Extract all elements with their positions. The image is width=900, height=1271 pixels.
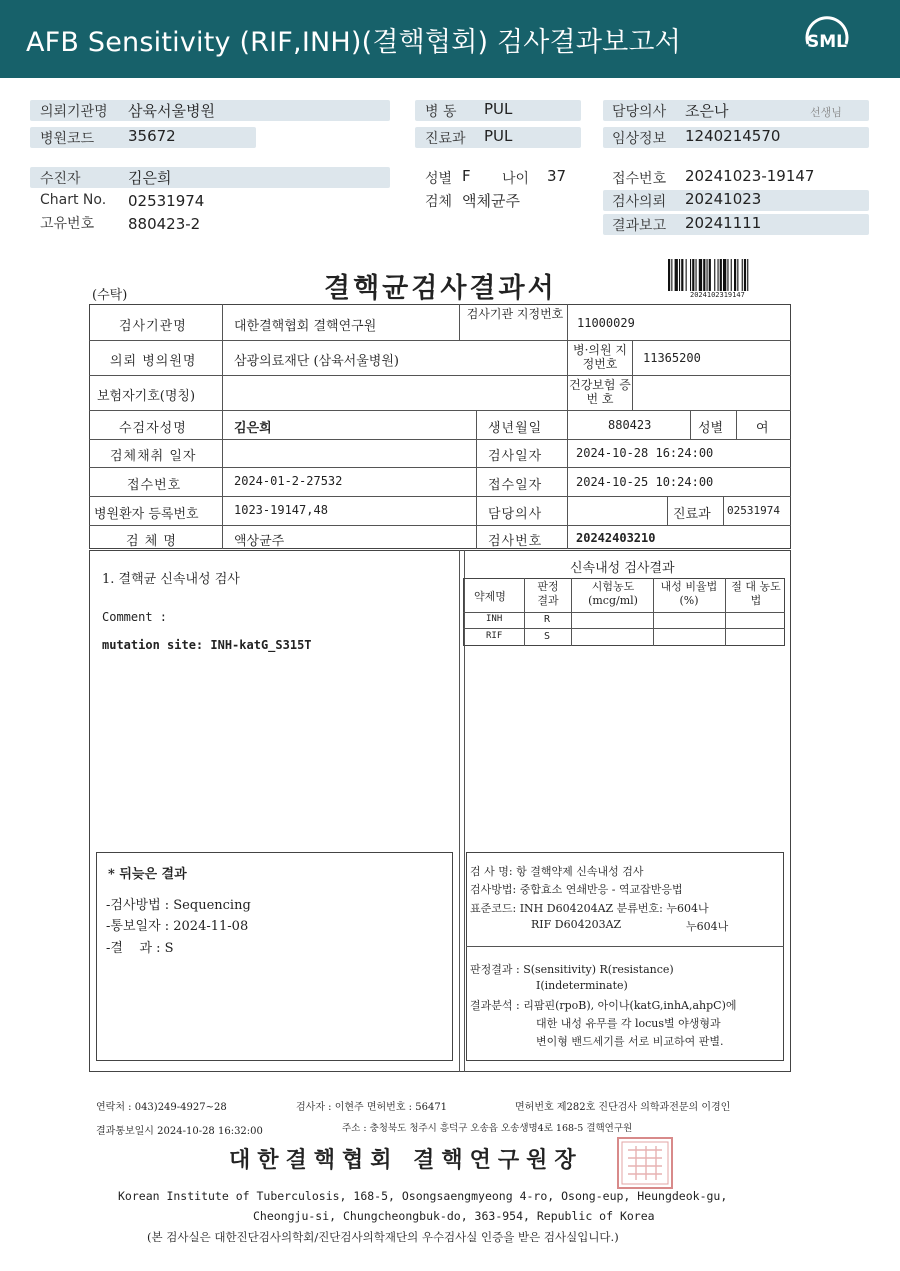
page-title: AFB Sensitivity (RIF,INH)(결핵협회) 검사결과보고서 xyxy=(26,27,681,58)
barcode-bar xyxy=(714,259,715,291)
specimen-table-label: 검 체 명 xyxy=(126,534,177,549)
birth-value: 880423 xyxy=(608,418,652,432)
hosp-no-value: 11365200 xyxy=(643,351,701,365)
chart-no-label: Chart No. xyxy=(40,192,107,208)
ward-value: PUL xyxy=(484,100,513,118)
footer-address: 주소 : 충청북도 청주시 흥덕구 오송읍 오송생명4로 168-5 결핵연구원 xyxy=(342,1123,633,1134)
method-line-2: 검사방법: 중합효소 연쇄반응 - 역교잡반응법 xyxy=(470,883,683,896)
barcode-bar xyxy=(699,259,702,291)
barcode-bar xyxy=(709,259,711,291)
barcode-text: 2024102319147 xyxy=(690,291,745,299)
barcode-bar xyxy=(727,259,728,291)
req-hosp-value: 삼광의료재단 (삼육서울병원) xyxy=(234,354,399,369)
barcode-icon xyxy=(668,259,776,291)
barcode-bar xyxy=(690,259,691,291)
accept-no-value: 2024-01-2-27532 xyxy=(234,474,343,488)
lab-no-value: 11000029 xyxy=(577,316,635,330)
patient-row xyxy=(30,167,390,188)
footer-eng-2: Cheongju-si, Chungcheongbuk-do, 363-954, Republic of Korea xyxy=(253,1209,655,1223)
barcode-bar xyxy=(742,259,743,291)
accept-no-label: 접수번호 xyxy=(127,478,182,493)
hosp-no-label: 병·의원 지정번호 xyxy=(573,343,627,371)
health-no-label: 건강보험 증 번 호 xyxy=(569,378,631,406)
sens-header-ratio: 내성 비율법(%) xyxy=(660,580,718,607)
barcode-bar xyxy=(671,259,672,291)
dept-label: 진료과 xyxy=(425,131,466,147)
sex-table-value: 여 xyxy=(756,421,769,436)
birth-label: 생년월일 xyxy=(488,421,543,436)
doctor-value: 조은나 xyxy=(685,102,729,120)
late-notify: -통보일자 : 2024-11-08 xyxy=(106,919,249,934)
logo-text: SML xyxy=(807,32,847,52)
clinical-label: 임상정보 xyxy=(612,131,667,147)
barcode-bar xyxy=(703,259,705,291)
barcode-bar xyxy=(707,259,708,291)
method-line-3: 표준코드: INH D604204AZ 분류번호: 누604나 xyxy=(470,902,709,915)
collect-label: 검체채취 일자 xyxy=(110,449,197,464)
name-value: 김은희 xyxy=(234,421,272,436)
sens-row-rif-drug: RIF xyxy=(486,631,503,641)
footer-contact: 연락처 : 043)249-4927~28 xyxy=(96,1102,227,1113)
barcode-bar xyxy=(718,259,719,291)
receipt-label: 접수번호 xyxy=(612,171,667,187)
sens-row-inh-drug: INH xyxy=(486,614,503,624)
sens-header-drug: 약제명 xyxy=(474,590,506,603)
report-title: 결핵균검사결과서 xyxy=(324,273,557,304)
mutation-text: mutation site: INH-katG_S315T xyxy=(102,638,312,652)
specimen-label: 검체 xyxy=(425,194,453,210)
reg-no-label: 병원환자 등록번호 xyxy=(94,507,199,522)
institution-value: 삼육서울병원 xyxy=(128,102,215,120)
method-line-4: RIF D604203AZ xyxy=(531,918,622,931)
judge-line-4: 대한 내성 유무를 각 locus별 야생형과 xyxy=(536,1017,721,1030)
judge-line-3: 결과분석 : 리팜핀(rpoB), 아이나(katG,inhA,ahpC)에 xyxy=(470,999,737,1012)
lab-name-label: 검사기관명 xyxy=(119,319,187,334)
report-value: 20241111 xyxy=(685,214,762,232)
sens-row-rif-result: S xyxy=(544,631,551,642)
barcode-bar xyxy=(675,259,678,291)
test-date-value: 2024-10-28 16:24:00 xyxy=(576,446,714,460)
sens-row-inh-result: R xyxy=(544,614,551,625)
test-no-value: 20242403210 xyxy=(576,531,656,545)
name-label: 수검자성명 xyxy=(119,421,187,436)
sens-header-result: 판정 결과 xyxy=(537,580,559,607)
sens-header-abs: 절 대 농도법 xyxy=(731,580,781,607)
barcode-bar xyxy=(737,259,738,291)
barcode-bar xyxy=(747,259,748,291)
hospital-code-label: 병원코드 xyxy=(40,131,95,147)
barcode-bar xyxy=(723,259,726,291)
institution-label: 의뢰기관명 xyxy=(40,104,108,120)
footer-org: 대한결핵협회 결핵연구원장 xyxy=(229,1147,583,1173)
ward-label: 병 동 xyxy=(425,104,457,120)
sex-table-label: 성별 xyxy=(698,421,724,436)
comment-text: Comment : xyxy=(102,610,168,624)
specimen-value: 액체균주 xyxy=(462,192,520,210)
method-line-4b: 누604나 xyxy=(686,920,729,933)
report-label: 결과보고 xyxy=(612,218,667,234)
footer-eng-1: Korean Institute of Tuberculosis, 168-5, Osongsaengmyeong 4-ro, Osong-eup, Heungdeok-gu, xyxy=(118,1189,728,1203)
barcode-bar xyxy=(668,259,670,291)
barcode-bar xyxy=(686,259,687,291)
sens-title: 신속내성 검사결과 xyxy=(570,561,675,576)
request-label: 검사의뢰 xyxy=(612,194,667,210)
sex-value: F xyxy=(462,167,471,185)
footer-tester: 검사자 : 이현주 면허번호 : 56471 xyxy=(296,1102,448,1113)
receipt-value: 20241023-19147 xyxy=(685,167,815,185)
req-hosp-label: 의뢰 병의원명 xyxy=(110,354,197,369)
barcode-bar xyxy=(692,259,694,291)
barcode-bar xyxy=(720,259,722,291)
header-bar xyxy=(0,0,900,78)
accept-date-value: 2024-10-25 10:24:00 xyxy=(576,475,714,489)
clinic-label: 진료과 xyxy=(673,507,711,522)
doctor-suffix: 선생님 xyxy=(810,106,842,119)
footer-license: 면허번호 제282호 진단검사 의학과전문의 이경인 xyxy=(515,1102,731,1113)
physician-label: 담당의사 xyxy=(488,507,543,522)
unique-no-label: 고유번호 xyxy=(40,216,95,232)
late-method: -검사방법 : Sequencing xyxy=(106,898,251,913)
lab-no-label: 검사기관 지정번호 xyxy=(466,307,564,321)
specimen-table-value: 액상균주 xyxy=(234,534,285,549)
footer-cert: (본 검사실은 대한진단검사의학회/진단검사의학재단의 우수검사실 인증을 받은 검사실입니다.) xyxy=(147,1230,619,1244)
sml-logo xyxy=(800,14,854,64)
test-no-label: 검사번호 xyxy=(488,534,543,549)
report-sub-label: (수탁) xyxy=(92,288,128,303)
dept-value: PUL xyxy=(484,127,513,145)
barcode-bar xyxy=(731,259,732,291)
judge-line-5: 변이형 밴드세기를 서로 비교하여 판별. xyxy=(536,1035,724,1048)
clinic-value: 02531974 xyxy=(727,504,780,517)
barcode-bar xyxy=(681,259,683,291)
hospital-code-value: 35672 xyxy=(128,127,176,145)
lab-name-value: 대한결핵협회 결핵연구원 xyxy=(234,319,377,334)
request-value: 20241023 xyxy=(685,190,762,208)
item1-text: 1. 결핵균 신속내성 검사 xyxy=(102,572,240,587)
method-line-1: 검 사 명: 항 결핵약제 신속내성 검사 xyxy=(470,865,644,878)
late-title: * 뒤늦은 결과 xyxy=(108,867,187,882)
barcode-bar xyxy=(679,259,680,291)
clinical-value: 1240214570 xyxy=(685,127,781,145)
age-label: 나이 xyxy=(502,171,530,187)
sex-label: 성별 xyxy=(425,171,453,187)
chart-no-value: 02531974 xyxy=(128,192,205,210)
judge-line-1: 판정결과 : S(sensitivity) R(resistance) xyxy=(470,963,674,976)
barcode-bar xyxy=(696,259,697,291)
reg-no-value: 1023-19147,48 xyxy=(234,503,328,517)
late-result-box xyxy=(96,852,453,1061)
doctor-label: 담당의사 xyxy=(612,104,667,120)
patient-value: 김은희 xyxy=(128,169,172,187)
insurer-label: 보험자기호(명칭) xyxy=(97,389,196,404)
barcode-bar xyxy=(734,259,736,291)
barcode-bar xyxy=(744,259,746,291)
late-result: -결 과 : S xyxy=(106,941,174,956)
official-seal-icon xyxy=(616,1136,674,1190)
test-date-label: 검사일자 xyxy=(488,449,543,464)
judge-line-2: I(indeterminate) xyxy=(536,979,628,992)
footer-notify-date: 결과통보일시 2024-10-28 16:32:00 xyxy=(96,1126,263,1137)
sens-header-conc: 시험농도 (mcg/ml) xyxy=(588,580,638,607)
age-value: 37 xyxy=(547,167,567,185)
accept-date-label: 접수일자 xyxy=(488,478,543,493)
patient-label: 수진자 xyxy=(40,171,81,187)
unique-no-value: 880423-2 xyxy=(128,215,201,233)
